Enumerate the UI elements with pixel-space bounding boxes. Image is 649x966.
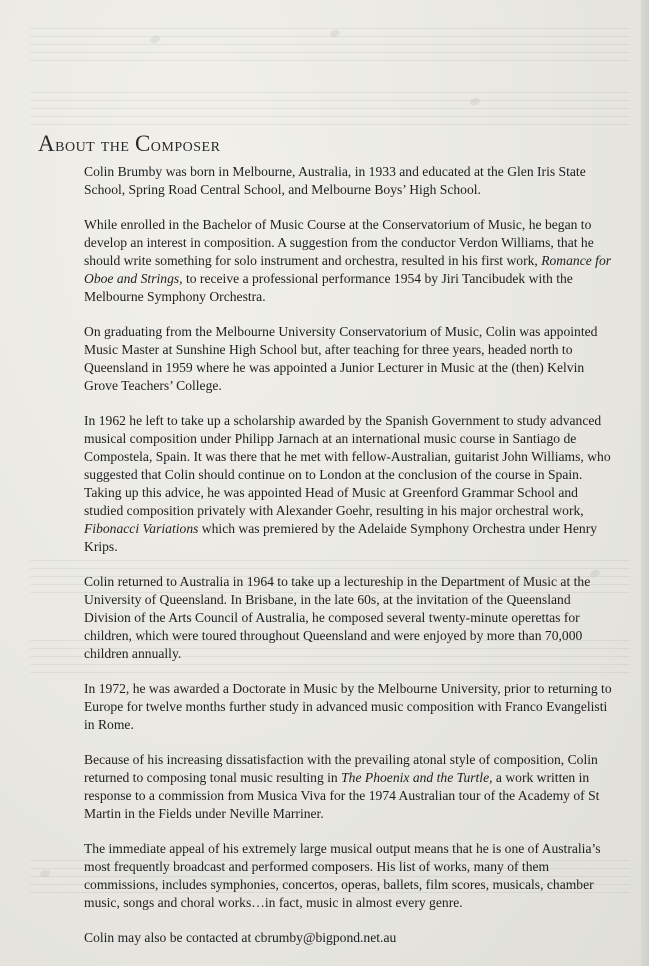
work-title: The Phoenix and the Turtle, (341, 770, 493, 785)
paragraph-early-composition: While enrolled in the Bachelor of Music Course at the Conservatorium of Music, he began to develop an interest in composition. A suggestion from the conductor Verdon Williams, that he should write something for solo instrument and orchestra, resulted in his first work, Romance for Oboe and Strings, to receive a professional performance 1954 by Jiri Tancibudek with the Melbourne Symphony Orchestra. (84, 217, 612, 304)
paragraph-spain-london: In 1962 he left to take up a scholarship awarded by the Spanish Government to study advanced musical composition under Philipp Jarnach at an international music course in Santiago de Compostela, Spain. It was there that he met with fellow-Australian, guitarist John Williams, who suggested that Colin should continue on to London at the conclusion of the course in Spain. Taking up this advice, he was appointed Head of Music at Greenford Grammar School and studied composition privately with Alexander Goehr, resulting in his major orchestral work, Fibonacci Variations which was premiered by the Adelaide Symphony Orchestra under Henry Krips. (84, 413, 611, 554)
work-title: Fibonacci Variations (84, 521, 199, 536)
page-title: About the Composer (38, 131, 221, 156)
paragraph-graduation: On graduating from the Melbourne University Conservatorium of Music, Colin was appointed Music Master at Sunshine High School but, after teaching for three years, headed north to Queensland in 1959 where he was appointed a Junior Lecturer in Music at the (then) Kelvin Grove Teachers’ College. (84, 324, 598, 393)
work-title: Romance for Oboe and Strings, (84, 253, 612, 286)
paragraph-birth: Colin Brumby was born in Melbourne, Australia, in 1933 and educated at the Glen Iris State School, Spring Road Central School, and Melbourne Boys’ High School. (84, 164, 586, 197)
page-edge (641, 0, 649, 966)
paragraph-queensland: Colin returned to Australia in 1964 to take up a lectureship in the Department of Music at the University of Queensland. In Brisbane, in the late 60s, at the invitation of the Queensland Division of the Arts Council of Australia, he composed several twenty-minute operettas for children, which were toured throughout Queensland and were enjoyed by more than 70,000 children annually. (84, 574, 591, 661)
biography-text (84, 163, 612, 964)
paragraph-doctorate: In 1972, he was awarded a Doctorate in Music by the Melbourne University, prior to returning to Europe for twelve months further study in advanced music composition with Franco Evangelisti in Rome. (84, 681, 612, 732)
contact-email: cbrumby@bigpond.net.au (254, 930, 397, 945)
background-staff (30, 92, 630, 132)
paragraph-tonal-music: Because of his increasing dissatisfaction with the prevailing atonal style of composition, Colin returned to composing tonal music resulting in The Phoenix and the Turtle, a work written in response to a commission from Musica Viva for the 1974 Australian tour of the Academy of St Martin in the Fields under Neville Marriner. (84, 752, 600, 821)
paragraph-contact: Colin may also be contacted at cbrumby@bigpond.net.au (84, 930, 397, 945)
paragraph-output: The immediate appeal of his extremely large musical output means that he is one of Australia’s most frequently broadcast and performed composers. His list of works, many of them commissions, includes symphonies, concertos, operas, ballets, film scores, musicals, chamber music, songs and choral works…in fact, music in almost every genre. (84, 841, 601, 910)
